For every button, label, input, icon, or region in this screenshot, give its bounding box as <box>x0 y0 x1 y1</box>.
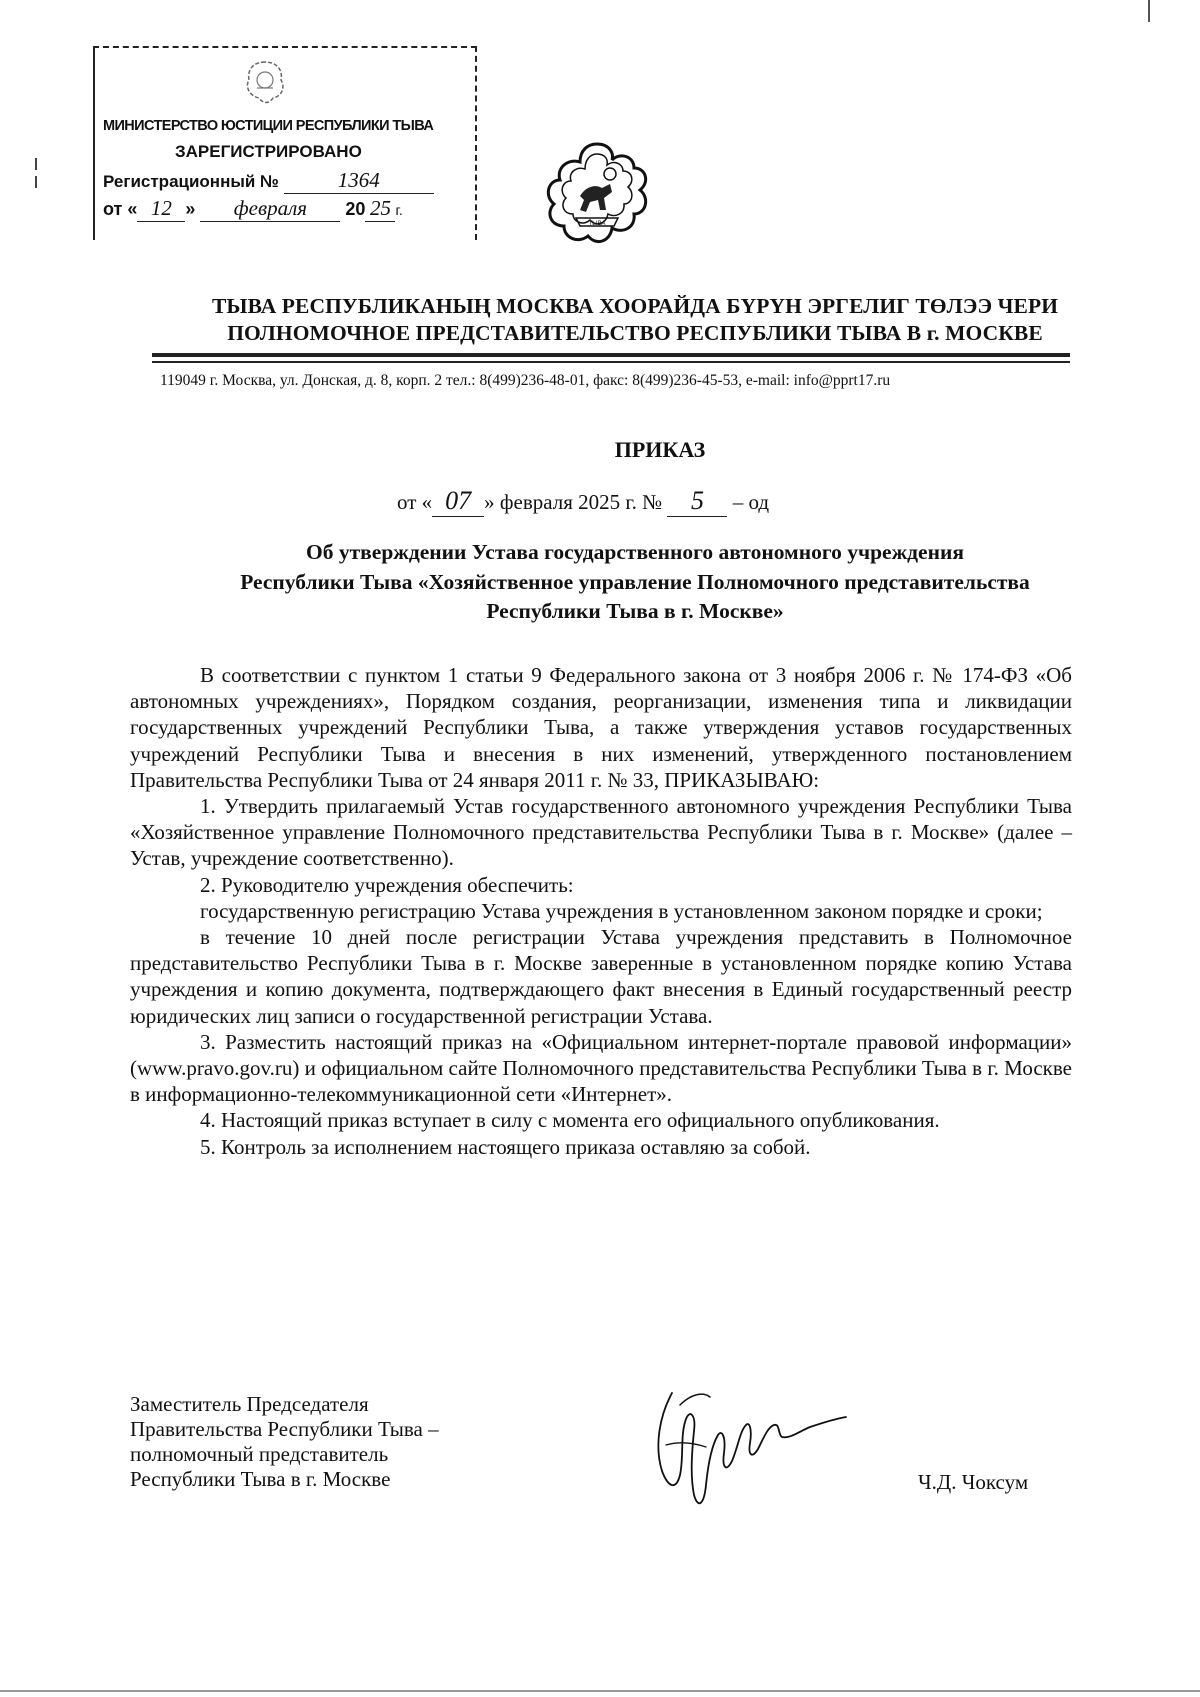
svg-text:ТЫВА: ТЫВА <box>588 221 606 227</box>
stamp-ministry-label: МИНИСТЕРСТВО ЮСТИЦИИ РЕСПУБЛИКИ ТЫВА <box>103 118 434 134</box>
stamp-date-month: февраля <box>200 196 340 222</box>
order-body <box>130 662 1072 1160</box>
registration-stamp <box>93 46 477 240</box>
header-divider-thin <box>152 361 1070 363</box>
scan-tick-mark <box>35 158 37 170</box>
stamp-date-year-end: г. <box>395 202 403 218</box>
order-suffix: – од <box>732 490 770 514</box>
order-subject-line-2: Республики Тыва «Хозяйственное управление Полномочного представительства <box>240 570 1030 594</box>
header-address: 119049 г. Москва, ул. Донская, д. 8, корп. 2 тел.: 8(499)236-48-01, факс: 8(499)236-45-53, e-mail: info@pprt17.ru <box>160 372 891 389</box>
order-subject-line-1: Об утверждении Устава государственного автономного учреждения <box>306 540 964 564</box>
header-russian-title: ПОЛНОМОЧНОЕ ПРЕДСТАВИТЕЛЬСТВО РЕСПУБЛИКИ ТЫВА В г. МОСКВЕ <box>227 321 1043 345</box>
stamp-date-year-suffix: 25 <box>365 196 395 222</box>
order-day: 07 <box>432 486 484 517</box>
body-paragraph-item-2a: государственную регистрацию Устава учреждения в установленном законом порядке и сроки; <box>200 898 1043 923</box>
header-tyvan-title: ТЫВА РЕСПУБЛИКАНЫҢ МОСКВА ХООРАЙДА БҮРҮН ЭРГЕЛИГ ТӨЛЭЭ ЧЕРИ <box>211 294 1059 318</box>
order-title: ПРИКАЗ <box>614 437 706 462</box>
order-date-prefix: от « <box>397 490 433 514</box>
body-paragraph-item-3: 3. Разместить настоящий приказ на «Официальном интернет-портале правовой информации» (www.pravo.gov.ru) и официальном сайте Полномочного представительства Республики Тыва в г. Москве в информационно-телекоммуникационной сети «Интернет». <box>130 1029 1072 1107</box>
ministry-emblem-icon <box>235 58 295 108</box>
scan-edge-mark <box>1148 0 1150 22</box>
stamp-date-from: от « <box>103 199 138 219</box>
stamp-registered-label: ЗАРЕГИСТРИРОВАНО <box>175 142 362 161</box>
scan-bottom-edge <box>0 1690 1200 1692</box>
signatory-position-line-1: Заместитель Председателя <box>130 1392 369 1416</box>
stamp-date-sep: » <box>185 199 196 219</box>
scan-tick-mark <box>35 176 37 188</box>
body-paragraph-item-1: 1. Утвердить прилагаемый Устав государственного автономного учреждения Республики Тыва «Хозяйственное управление Полномочного представительства Республики Тыва в г. Москве» (далее – Устав, учреждение соответственно). <box>130 794 1072 871</box>
stamp-date-year-prefix: 20 <box>345 199 366 219</box>
stamp-regnum-value: 1364 <box>284 168 434 194</box>
signatory-position <box>130 1392 439 1492</box>
stamp-date <box>103 196 403 222</box>
signatory-position-line-2: Правительства Республики Тыва – <box>130 1417 439 1441</box>
body-paragraph-item-2b: в течение 10 дней после регистрации Устава учреждения представить в Полномочное представительство Республики Тыва в г. Москве заверенные в установленном порядке копию Устава учреждения и копию документа, подтверждающего факт внесения в Единый государственный реестр юридических лиц записи о государственной регистрации Устава. <box>130 925 1072 1028</box>
body-paragraph-item-5: 5. Контроль за исполнением настоящего приказа оставляю за собой. <box>200 1134 811 1159</box>
order-date-number <box>397 486 769 517</box>
body-paragraph-preamble: В соответствии с пунктом 1 статьи 9 Федерального закона от 3 ноября 2006 г. № 174-ФЗ «Об автономных учреждениях», Порядком создания, реорганизации, изменения типа и ликвидации государственных учреждений Республики Тыва, а также утверждения уставов государственных учреждений Республики Тыва и внесения в них изменений, утвержденного постановлением Правительства Республики Тыва от 24 января 2011 г. № 33, ПРИКАЗЫВАЮ: <box>130 663 1072 792</box>
body-paragraph-item-2: 2. Руководителю учреждения обеспечить: <box>200 872 574 897</box>
order-subject-line-3: Республики Тыва в г. Москве» <box>486 599 784 623</box>
body-paragraph-item-4: 4. Настоящий приказ вступает в силу с момента его официального опубликования. <box>200 1108 940 1133</box>
order-number: 5 <box>667 486 727 517</box>
signatory-position-line-3: полномочный представитель <box>130 1442 389 1466</box>
handwritten-signature <box>650 1375 850 1515</box>
header-divider <box>152 353 1070 357</box>
order-date-middle: » февраля 2025 г. № <box>484 490 663 514</box>
stamp-date-day: 12 <box>137 196 185 222</box>
stamp-registration-number <box>103 168 434 194</box>
signatory-position-line-4: Республики Тыва в г. Москве <box>130 1467 391 1491</box>
tuva-republic-emblem-icon <box>540 138 655 253</box>
stamp-regnum-label: Регистрационный № <box>103 172 279 191</box>
signatory-name: Ч.Д. Чоксум <box>918 1470 1029 1494</box>
